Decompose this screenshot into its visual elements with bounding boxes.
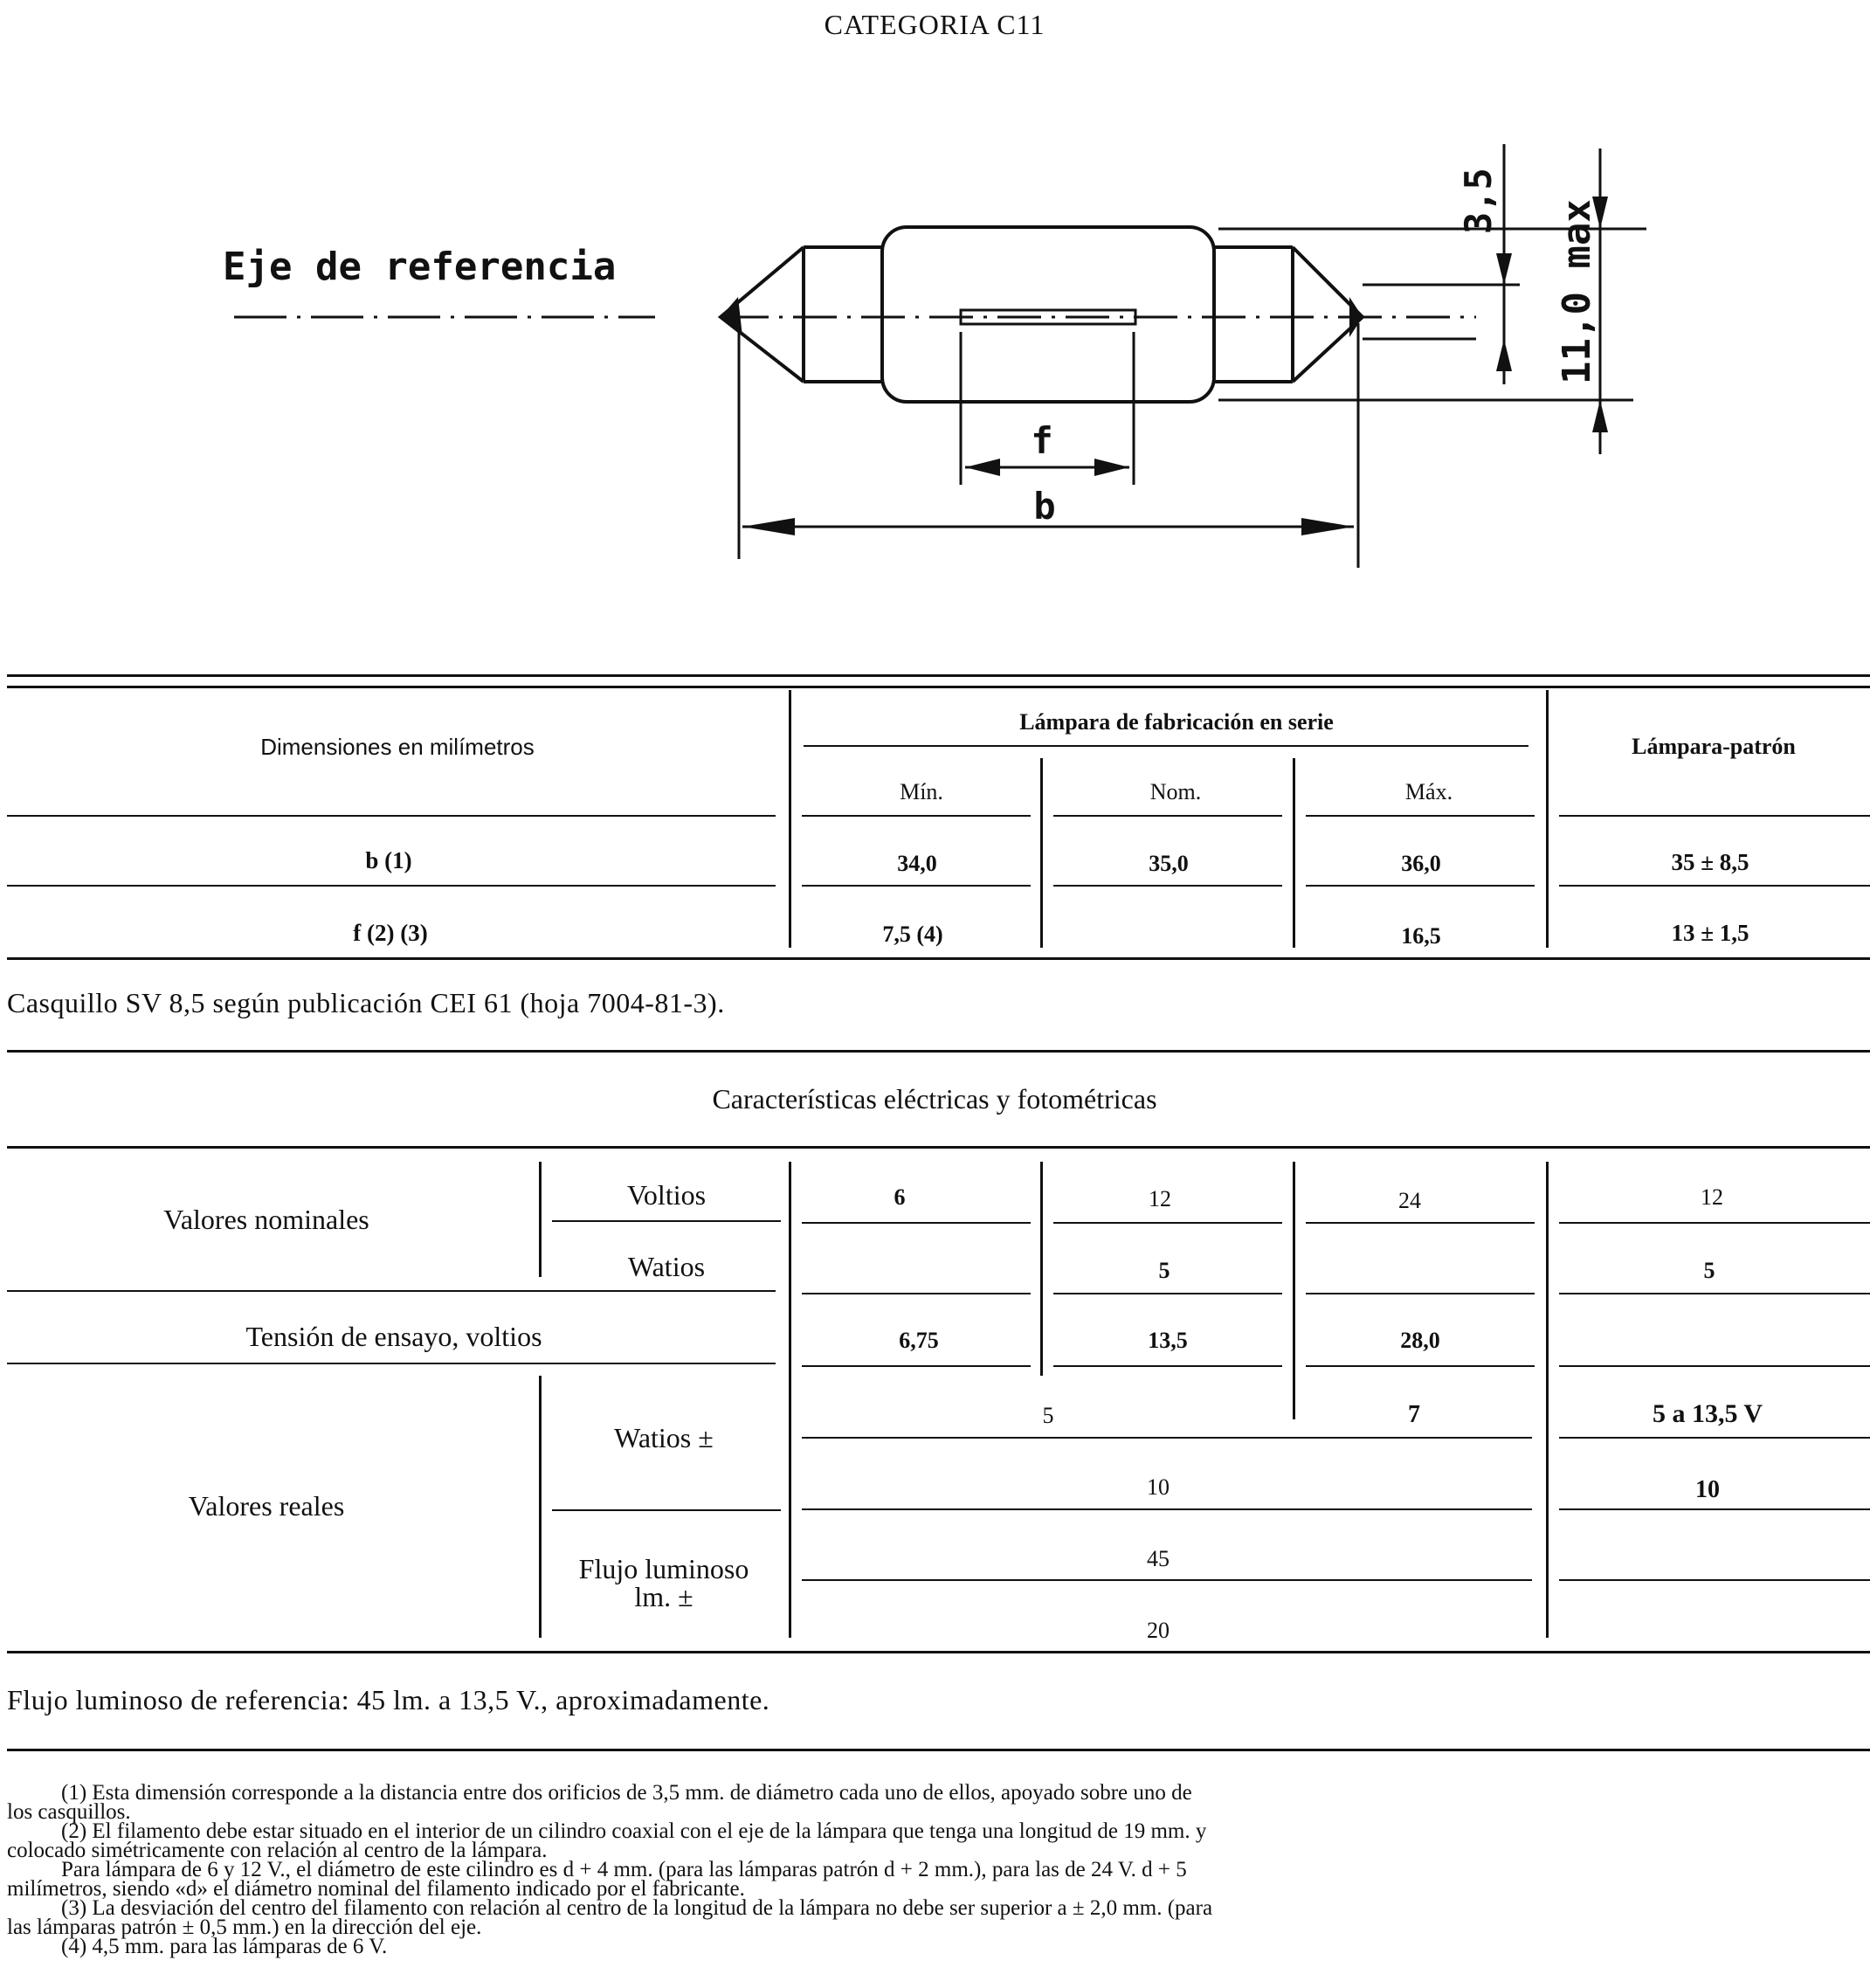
row-rule [1559, 1508, 1870, 1510]
flujo-label-1: Flujo luminoso [578, 1553, 749, 1584]
row-rule [802, 1508, 1532, 1510]
real-watios-24: 7 [1408, 1401, 1420, 1428]
row-rule [1306, 1293, 1535, 1294]
row-rule [802, 815, 1031, 817]
row-rule [552, 1220, 781, 1222]
header-nom: Nom. [1149, 779, 1202, 804]
tension-label: Tensión de ensayo, voltios [245, 1321, 542, 1352]
section-rule [7, 1749, 1870, 1751]
row-rule [7, 885, 776, 887]
col-sep-2 [1040, 1162, 1043, 1376]
real-watios-tolerance: 10 [1147, 1474, 1170, 1500]
row-b-patron: 35 ± 8,5 [1671, 849, 1749, 875]
row-rule [7, 1290, 776, 1292]
voltios-12: 12 [1149, 1186, 1171, 1211]
real-label: Valores reales [188, 1490, 345, 1522]
table-bottom-rule [7, 957, 1870, 960]
row-rule [1306, 1365, 1535, 1367]
row-f-label: f (2) (3) [353, 920, 428, 946]
voltios-6: 6 [894, 1184, 906, 1210]
electrical-table-title: Características eléctricas y fotométricas [712, 1083, 1157, 1115]
row-rule [802, 1293, 1031, 1294]
watios-12: 5 [1158, 1258, 1170, 1283]
footnote-2b: colocado simétricamente con relación al centro de la lámpara. [7, 1839, 548, 1862]
row-rule [1306, 885, 1535, 887]
footnote-1b: los casquillos. [7, 1800, 131, 1824]
row-rule [1053, 885, 1282, 887]
col-sep-3 [1293, 758, 1295, 948]
row-rule [1559, 1437, 1870, 1439]
row-rule [552, 1509, 781, 1511]
cap-note: Casquillo SV 8,5 según publicación CEI 61 (hoja 7004-81-3). [7, 987, 725, 1018]
section-rule [7, 1050, 1870, 1053]
footnote-3b: las lámparas patrón ± 0,5 mm.) en la dirección del eje. [7, 1916, 482, 1939]
flujo-value: 45 [1147, 1546, 1170, 1571]
reference-flux: Flujo luminoso de referencia: 45 lm. a 13,5 V., aproximadamente. [7, 1684, 770, 1715]
series-underline [804, 745, 1528, 747]
row-rule [1053, 1365, 1282, 1367]
row-rule [1559, 1365, 1870, 1367]
row-rule [1559, 1293, 1870, 1294]
col-sep-4 [1546, 1162, 1549, 1638]
footnote-2a: (2) El filamento debe estar situado en el interior de un cilindro coaxial con el eje de la lámpara que tenga una longitud de 19 mm. y [61, 1819, 1207, 1843]
row-f-min: 7,5 (4) [882, 922, 943, 947]
footnote-2d: milímetros, siendo «d» el diámetro nominal del filamento indicado por el fabricante. [7, 1877, 745, 1901]
col-sep-1 [789, 690, 791, 948]
dimension-11-max-label: 11,0 max [1555, 199, 1599, 384]
real-watios: 5 [1042, 1403, 1054, 1428]
row-rule [802, 1437, 1532, 1439]
header-patron: Lámpara-patrón [1632, 734, 1796, 759]
row-rule [802, 1579, 1532, 1581]
dimension-b-label: b [1033, 485, 1056, 528]
real-watios-tolerance-patron: 10 [1695, 1476, 1720, 1503]
real-watios-patron: 5 a 13,5 V [1652, 1399, 1763, 1428]
table-top-rule-2 [7, 686, 1870, 688]
header-min: Mín. [900, 779, 943, 804]
footnotes [7, 1781, 1863, 1958]
row-b-min: 34,0 [897, 851, 937, 876]
row-b-max: 36,0 [1401, 851, 1441, 876]
row-rule [1559, 1579, 1870, 1581]
table-bottom-rule [7, 1651, 1870, 1653]
row-rule [1053, 815, 1282, 817]
col-sep-1 [789, 1162, 791, 1638]
row-rule [802, 1222, 1031, 1224]
row-b-nom: 35,0 [1149, 851, 1189, 876]
watios-pm-label: Watios ± [614, 1422, 714, 1453]
row-rule [1559, 1222, 1870, 1224]
row-rule [1559, 885, 1870, 887]
table-top-rule [7, 1146, 1870, 1149]
row-rule [802, 885, 1031, 887]
voltios-24: 24 [1398, 1188, 1421, 1213]
dimension-f-label: f [1031, 419, 1053, 462]
footnote-1a: (1) Esta dimensión corresponde a la distancia entre dos orificios de 3,5 mm. de diámetro cada uno de ellos, apoyado sobre uno de [61, 1781, 1192, 1805]
footnote-4: (4) 4,5 mm. para las lámparas de 6 V. [61, 1935, 388, 1958]
row-rule [7, 1363, 776, 1364]
footnote-2c: Para lámpara de 6 y 12 V., el diámetro de este cilindro es d + 4 mm. (para las lámparas patrón d + 2 mm.), para las de 24 V. d + 5 [61, 1858, 1187, 1881]
header-max: Máx. [1404, 779, 1453, 804]
watios-label: Watios [627, 1251, 706, 1282]
reference-axis-label: Eje de referencia [223, 245, 617, 289]
row-b-label: b (1) [365, 847, 412, 873]
row-rule [1053, 1293, 1282, 1294]
col-sep-4 [1546, 690, 1549, 948]
header-dimensions: Dimensiones en milímetros [260, 734, 535, 760]
row-f-max: 16,5 [1401, 923, 1441, 949]
row-f-patron: 13 ± 1,5 [1671, 920, 1749, 946]
row-rule [1306, 815, 1535, 817]
header-series: Lámpara de fabricación en serie [1019, 709, 1334, 735]
dimension-3-5-label: 3,5 [1457, 168, 1500, 234]
footnote-3a: (3) La desviación del centro del filamento con relación al centro de la longitud de la lámpara no debe ser superior a ± 2,0 mm. (para [61, 1896, 1213, 1920]
col-sep-2 [1040, 758, 1043, 948]
tension-6: 6,75 [899, 1328, 939, 1353]
tension-24: 28,0 [1400, 1328, 1440, 1353]
col-sep-label [539, 1162, 542, 1277]
nominal-label: Valores nominales [163, 1204, 369, 1235]
row-rule [7, 815, 776, 817]
col-sep-label [539, 1376, 542, 1638]
page-title: CATEGORIA C11 [824, 9, 1045, 40]
table-top-rule-1 [7, 674, 1870, 677]
voltios-label: Voltios [626, 1179, 707, 1211]
watios-patron: 5 [1703, 1258, 1715, 1283]
voltios-patron: 12 [1701, 1184, 1723, 1210]
row-rule [1306, 1222, 1535, 1224]
col-sep-3 [1293, 1162, 1295, 1419]
flujo-tolerance: 20 [1147, 1618, 1170, 1643]
row-rule [1053, 1222, 1282, 1224]
flujo-label-2: lm. ± [634, 1581, 693, 1612]
row-rule [802, 1365, 1031, 1367]
row-rule [1559, 815, 1870, 817]
tension-12: 13,5 [1148, 1328, 1188, 1353]
